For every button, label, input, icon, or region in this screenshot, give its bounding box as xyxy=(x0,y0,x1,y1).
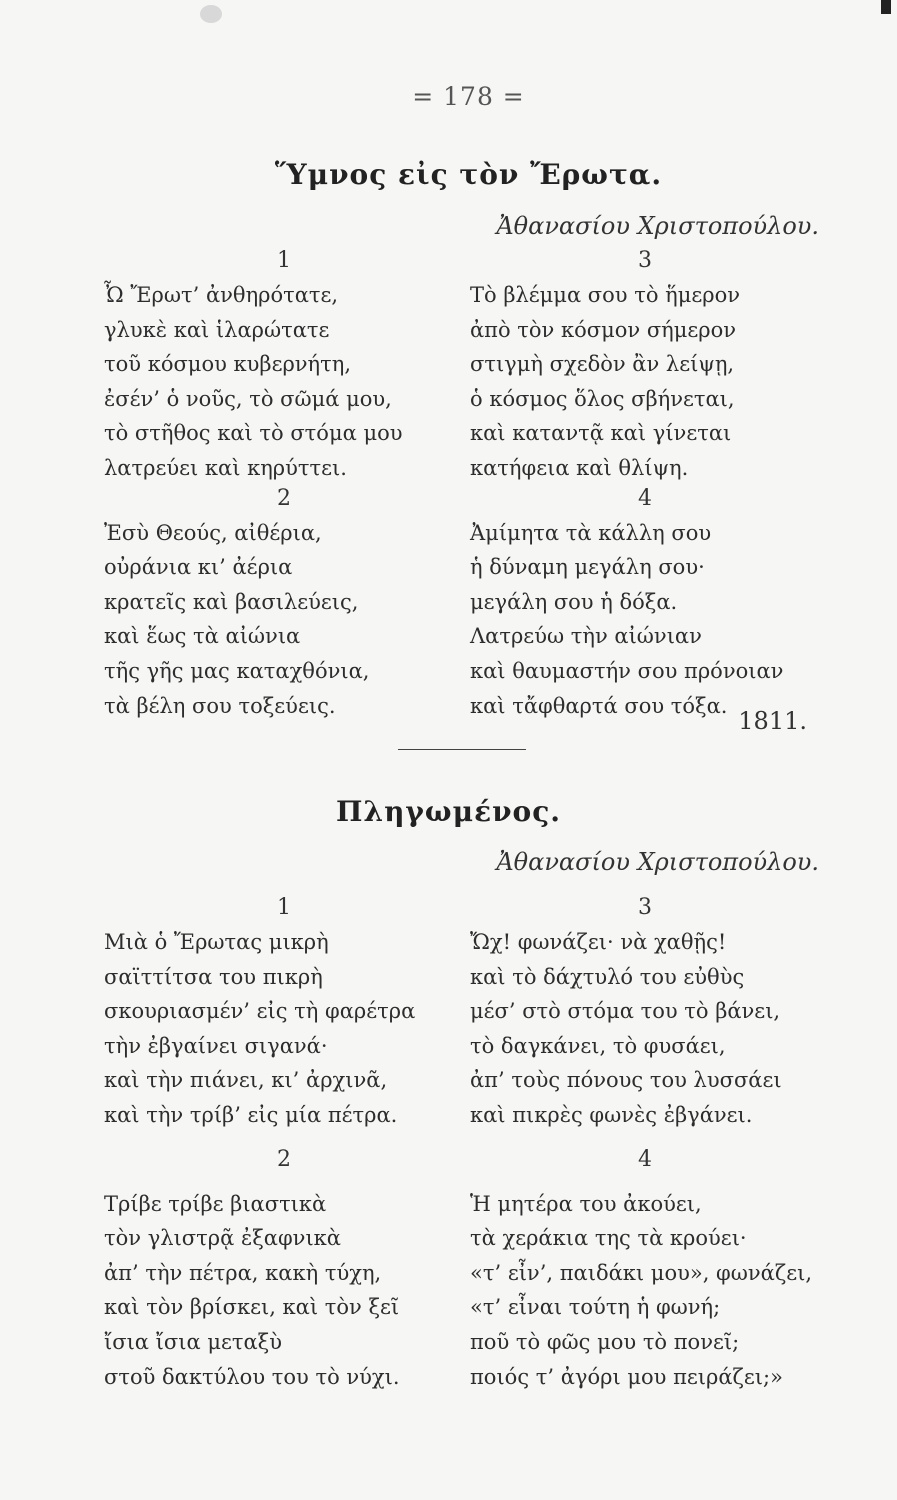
stanza-number: 3 xyxy=(638,248,652,273)
page-number: = 178 = xyxy=(412,82,525,111)
verse-line: τὸ στῆθος καὶ τὸ στόμα μου xyxy=(104,421,403,446)
verse-line: λατρεύει καὶ κηρύττει. xyxy=(104,455,347,480)
verse-line: ἡ δύναμη μεγάλη σου· xyxy=(470,555,705,580)
verse-line: στοῦ δακτύλου του τὸ νύχι. xyxy=(104,1364,400,1389)
verse-line: μεγάλη σου ἡ δόξα. xyxy=(470,589,678,614)
verse-line: Ὦ Ἔρωτ’ ἀνθηρότατε, xyxy=(104,283,339,307)
poem1-right-column xyxy=(470,248,820,723)
verse-line: γλυκὲ καὶ ἱλαρώτατε xyxy=(104,317,330,342)
verse-line: ἀπὸ τὸν κόσμον σήμερον xyxy=(470,317,737,342)
poem1-date: 1811. xyxy=(738,707,807,735)
poem2-author: Ἀθανασίου Χριστοπούλου. xyxy=(496,848,819,876)
verse-line: Λατρεύω τὴν αἰώνιαν xyxy=(470,624,702,649)
verse-line: τὸν γλιστρᾷ ἐξαφνικὰ xyxy=(104,1226,341,1251)
poem1-left-column xyxy=(104,248,464,723)
verse-line: καὶ καταντᾷ καὶ γίνεται xyxy=(470,421,732,446)
verse-line: ἀπ’ τοὺς πόνους του λυσσάει xyxy=(470,1068,782,1093)
stanza-number: 1 xyxy=(277,248,291,273)
stanza-number: 4 xyxy=(638,485,652,511)
verse-line: τὰ χεράκια της τὰ κρούει· xyxy=(470,1226,747,1251)
verse-line: οὐράνια κι’ ἀέρια xyxy=(104,555,293,580)
verse-line: «τ’ εἶναι τούτη ἡ φωνή; xyxy=(470,1295,721,1320)
verse-line: μέσ’ στὸ στόμα του τὸ βάνει, xyxy=(470,999,781,1024)
verse-line: καὶ πικρὲς φωνὲς ἐβγάνει. xyxy=(470,1102,753,1127)
section-divider xyxy=(398,749,526,750)
verse-line: κρατεῖς καὶ βασιλεύεις, xyxy=(104,589,359,614)
verse-line: καὶ τὴν πιάνει, κι’ ἀρχινᾶ, xyxy=(104,1068,388,1093)
verse-line: καὶ τἄφθαρτά σου τόξα. xyxy=(470,693,728,718)
verse-line: καὶ τὴν τρίβ’ εἰς μία πέτρα. xyxy=(104,1102,398,1127)
verse-line: καὶ ἕως τὰ αἰώνια xyxy=(104,624,301,649)
stanza-number: 2 xyxy=(277,485,291,511)
verse-line: καὶ θαυμαστήν σου πρόνοιαν xyxy=(470,658,784,683)
poem2-title: Πληγωμένος. xyxy=(336,795,561,828)
verse-line: ἴσια ἴσια μεταξὺ xyxy=(104,1329,282,1354)
verse-line: τῆς γῆς μας καταχθόνια, xyxy=(104,658,370,683)
page-edge-mark xyxy=(881,0,891,14)
verse-line: ἀπ’ τὴν πέτρα, κακὴ τύχη, xyxy=(104,1260,382,1285)
stanza-number: 1 xyxy=(277,895,291,920)
stanza-number: 3 xyxy=(638,895,652,920)
verse-line: Ἀμίμητα τὰ κάλλη σου xyxy=(470,520,712,545)
poem1-author: Ἀθανασίου Χριστοπούλου. xyxy=(496,212,819,240)
verse-line: τὰ βέλη σου τοξεύεις. xyxy=(104,693,336,718)
verse-line: ὁ κόσμος ὅλος σβήνεται, xyxy=(470,386,735,411)
verse-line: ποῦ τὸ φῶς μου τὸ πονεῖ; xyxy=(470,1329,740,1354)
stanza-number: 2 xyxy=(277,1146,291,1172)
poem1-title: Ὕμνος εἰς τὸν Ἔρωτα. xyxy=(274,158,663,191)
verse-line: σαϊττίτσα του πικρὴ xyxy=(104,964,323,989)
verse-line: Τρίβε τρίβε βιαστικὰ xyxy=(104,1191,327,1216)
verse-line: καὶ τὸ δάχτυλό του εὐθὺς xyxy=(470,964,745,989)
verse-line: ἐσέν’ ὁ νοῦς, τὸ σῶμά μου, xyxy=(104,386,392,411)
verse-line: Ἐσὺ Θεούς, αἰθέρια, xyxy=(104,520,322,545)
verse-line: «τ’ εἶν’, παιδάκι μου», φωνάζει, xyxy=(470,1260,812,1285)
verse-line: καὶ τὸν βρίσκει, καὶ τὸν ξεῖ xyxy=(104,1295,400,1320)
verse-line: στιγμὴ σχεδὸν ἂν λείψῃ, xyxy=(470,352,735,377)
verse-line: Μιὰ ὁ Ἔρωτας μικρὴ xyxy=(104,930,329,954)
page-smudge xyxy=(200,5,222,23)
verse-line: τὴν ἐβγαίνει σιγανά· xyxy=(104,1033,328,1058)
poem2-left-column xyxy=(104,895,464,1394)
verse-line: τὸ δαγκάνει, τὸ φυσάει, xyxy=(470,1033,726,1058)
verse-line: σκουριασμέν’ εἰς τὴ φαρέτρα xyxy=(104,999,416,1024)
verse-line: κατήφεια καὶ θλίψη. xyxy=(470,455,689,480)
verse-line: ποιός τ’ ἀγόρι μου πειράζει;» xyxy=(470,1364,783,1389)
verse-line: Τὸ βλέμμα σου τὸ ἥμερον xyxy=(470,283,741,307)
verse-line: Ὤχ! φωνάζει· νὰ χαθῇς! xyxy=(470,930,727,954)
verse-line: Ἡ μητέρα του ἀκούει, xyxy=(470,1191,702,1216)
verse-line: τοῦ κόσμου κυβερνήτη, xyxy=(104,352,352,377)
stanza-number: 4 xyxy=(638,1146,652,1172)
poem2-right-column xyxy=(470,895,820,1394)
